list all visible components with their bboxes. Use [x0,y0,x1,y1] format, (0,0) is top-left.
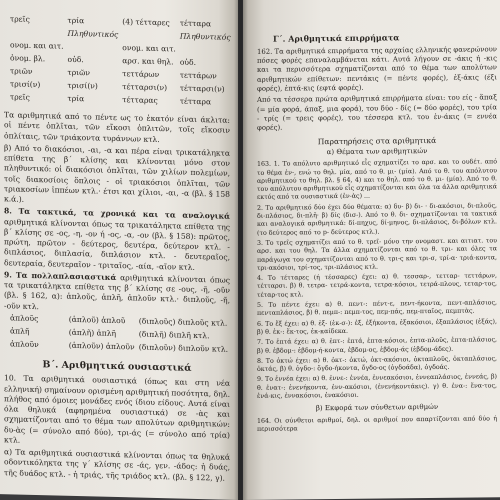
section-heading: Παρατηρήσεις στα αριθμητικά [317,135,437,146]
table-cell: (4) τέτταρες [122,17,170,28]
paragraph: 2. Το αριθμητικό δύο έχει δύο θέματα: α) δυ- β) δι- · δι-ακόσιοι, δι-πλοῦς, δι-πλάσιος, δι-πλῆ· β) δίς (δισ-). Από το θ. δι- σχηματίζονται τα τακτικά και αναλογικά αριθμητικά: δί-πηχυς, δί-μηνος, δι-πλάσιος, δι-βόλων κτλ. (το δεύτερος από το p- δεύτερος κτλ.). [257,202,497,237]
table-cell: ἁπλῆ [10,326,30,336]
table-cell: τέτταρσι(ν) [179,83,225,94]
paragraph: 3. Το τρεῖς σχηματίζει από το θ. τρεῖ- μόνο την ονομαστ. και αιτιατ. του αρσ. και του θηλ. Τα άλλα σχηματίζονται από το θ. τρι- και όλες τα παράγωγα του σχηματίζονται από το θ. τρι-ς και τρι-σ, τρί-α· τριά-κοντα, τρι-ακόσιοι, τρί-τος, τρι-πλάσιος κτλ. [257,237,497,272]
table-cell: (ἁπλῆ) ἁπλῆ [68,327,117,338]
paragraph-heading: 9. Τα πολλαπλασιαστικά [4,270,117,282]
paragraph: β) Από το διακόσιοι, -αι, -α και πέρα είναι τρικατάληκτα επίθετα της β΄ κλίσης και κλίνονται μόνο στον πληθυντικό: οἱ διακόσιοι ὁπλῖται, τῶν χιλίων πολεμίων, τοῖς διακοσίοις ὅπλοις - οἱ τριακόσιοι ὁπλῖται, τῶν τριακοσίων ἱππέων κτλ.· έτσι και χίλιοι, -αι, -α (βλ. § 158 κ.ά.). [4,143,230,204]
table-cell: (διπλοῦς) διπλοῦς κτλ. [138,316,228,328]
table-cell: τέτταρσι(ν) [122,82,168,93]
paragraph: 10. Τα αριθμητικά ουσιαστικά (όπως και στη νέα ελληνική) σημαίνουν ορισμένη αριθμητική ποσότητα, δηλ. πλήθος από όμοιες μονάδες ενός ίδιου είδους. Αυτά είναι όλα θηλυκά (αφηρημένα ουσιαστικά) σε -ὰς και σχηματίζονται από το θέμα των απολύτων αριθμητικών: δυ-ὰς (= σύνολο από δύο), τρι-άς (= σύνολο από τρία) κτλ. [4,373,230,445]
left-page-content [4,14,230,485]
table-cell: τρεῖς [10,92,30,102]
table-cell: τεττάρων [179,70,217,81]
table-cell: οὐδ. [179,57,196,67]
table-cell: ονομ. και αιτ. [10,40,64,51]
table-cell [66,42,121,56]
book-gutter [234,0,248,500]
table-cell: ὀνομ. βλ. [10,53,46,64]
table-cell: ἁπλοῦς [10,313,39,323]
right-page-content [257,31,497,436]
table-cell: (ἁπλοῦν) ἁπλοῦν [68,340,135,352]
section-title: Γ΄. Αριθμητικά επιρρήματα [273,32,400,44]
table-cell: τριῶν [10,66,33,76]
right-page [243,0,500,500]
left-page [0,0,238,500]
paragraph: 9. Το ἐννέα έχει: α) θ. ἐννε-: ἐννέα, ἐννεακόσιοι, ἐννεαπλάσιος, ἐννεάς, β) θ. ἐνατ-: ἐνενήκοντα, ἐνν-ακόσιοι, (ἐνενήκοντάκις). γ) θ. ἐνα-: ἔνα-τος, ἐνά-κις, ἐννακόσιοι, ἐνακόσιοι. [257,373,497,400]
paragraph: 8. Το ὀκτώ έχει: α) θ. ὀκτ-: ὀκτώ, ὀκτ-ακόσιοι, ὀκταπλοῦς, ὀκταπλάσιος, ὀκτάς, β) θ. ὀγδο-: ὄγδο-ήκοντα, ὄγδο-ος (ὀγδοάδα), ὀγδοάς. [257,355,497,373]
paragraph: 5. Το πέντε έχει: α) θ. πεντ-: πέντ-ε, πεντ-ήκοντα, πεντ-απλάσιος, πενταπλάσιος, β) θ. πεμπ-: πεμπ-τος, πεμ-πάς, πεμ-πταῖος, πεμπτὰς. [257,299,497,318]
paragraph: Από τα τέσσερα πρώτα αριθμητικά επιρρήματα είναι: του είς - ἅπαξ (= μία φορά, άπαξ, μια φορά), του δύο - δίς (= δύο φορές), του τρία - τρίς (= τρεις φορές), του τέσσερα κτλ. του ἐν-άκις (= εννέα φορές). [257,93,497,133]
table-cell: τρία [67,93,85,104]
table-cell: (ἁπλοῦ) ἁπλοῦ [68,314,126,325]
table-cell: τρισί(ν) [10,79,41,90]
paragraph: α) Τα αριθμητικά ουσιαστικά κλίνονται όπως τα θηλυκά οδοντικόληκτα της γ΄ κλίσης σε -άς, γεν. -άδος: ἡ δυάς, τῆς δυάδος κτλ. - ἡ τριάς, τῆς τριάδος κτλ. (βλ. § 122, γ). [4,447,230,483]
declension-table-multiplicatives [4,313,230,358]
table-cell: τρεῖς [10,14,30,24]
table-cell: τριῶν [67,67,90,78]
table-cell: Πληθυντικός [67,28,119,40]
table-cell: οὐδ. [67,54,84,65]
paragraph [4,207,230,274]
table-cell: τεττάρων [122,69,160,80]
table-cell: τέτταρα [179,18,212,29]
table-cell: τρία [67,15,85,26]
table-cell: (διπλοῦν) διπλοῦν κτλ. [138,342,228,354]
paragraph: Τα αριθμητικά από το πέντε ως το ἑκατόν είναι άκλιτα: οἱ πέντε ὁπλῖται, τῶν εἴκοσι ὁπλιτῶν, τοῖς εἴκοσιν ὁπλίταις, τῶν τριάκοντα τυράννων κτλ. [4,110,230,144]
table-cell: τέτταρας [122,95,158,106]
table-cell [178,45,233,59]
table-cell: ἁπλοῦν [10,339,39,349]
paragraph-text: αριθμητικά κλίνονται όπως τα τρικατάληκτα επίθετα της β΄ κλίσης σε -ος, -η, -ον ή -ος, -α, -ον (βλ. § 158): πρῶτος, πρώτη, πρῶτον - δεύτερος, δευτέρα, δεύτερον κτλ. - διπλάσιος, διπλασία, διπλάσιον κτλ. - δευτεραῖος, δευτεραία, δευτεραῖον - τριταῖος, -αία, -αῖον κτλ. [4,216,230,272]
paragraph: 164. Οι σύνθετοι αριθμοί, δηλ. οι αριθμοί που απαρτίζονται από δύο ή περισσότερα [257,415,497,433]
table-cell: τρισί(ν) [67,80,98,91]
subsection-heading: α) Θέματα των αριθμητικών [326,146,428,156]
table-cell: ονομ. και αιτ. [122,43,176,54]
table-cell: Πληθυντικός [179,31,231,42]
section-title: Β΄. Αριθμητικά ουσιαστικά [42,358,192,374]
table-cell: τέτταρα [179,96,212,107]
table-cell: (διπλῆ) διπλῆ κτλ. [138,329,210,341]
subsection-heading: β) Εκφορά των σύνθετων αριθμών [315,403,439,413]
paragraph: 7. Το ἑπτά έχει: α) θ. ἑπτ-: ἑπτά, ἑπτα-κόσιοι, ἑπτα-πλοῦς, ἑπτα-πλάσιος, β) θ. ἑβδομ-: ἑβδομ-ή-κοντα, ἑβδομ-ος, ἑβδομ-άς (ἑβδομ-άδες). [257,336,497,355]
table-cell: αρσ. και θηλ. [122,56,174,67]
paragraph [4,270,230,317]
paragraph: 162. Τα αριθμητικά επιρρήματα της αρχαίας ελληνικής φανερώνουν πόσες φορές επαναλαμβάνεται κάτι. Αυτά λήγουν σε -άκις ή -κις και τα περισσότερα σχηματίζονται από το θέμα των απολύτων αριθμητικών επίθετων: πεντάκις (= πέντε φορές), ἑξ-άκις (έξι φορές), ἑπτά-κις (εφτά φορές). [257,45,497,93]
paragraph: 163. 1. Το απόλυτο αριθμητικό εἷς σχηματίζει το αρσ. και το ουδέτ. από το θέμα ἑν-, ενώ το θηλ. μία, από το θ. μι- (μία). Από το θ. του απόλυτου αριθμητικού το θηλ. βλ. § 64, 4) και το θηλ. από το θ. μι- (μία). Από το θ. του απόλυτου αριθμητικού εἷς σχηματίζονται και όλα τα άλλα αριθμητικά εκτός από τα ουσιαστικά (ἑν-ὰς) ... [257,158,497,202]
paragraph-heading: 8. Τα τακτικά, τα χρονικά και τα αναλογικά [4,206,230,222]
paragraph-text: αριθμητικά κλίνονται όπως τα τρικατάληκτα επίθετα της β΄ κλίσης σε -ους, -ῆ, -οῦν (βλ. § 162, α): ἁπλοῦς, ἁπλῆ, ἁπλοῦν κτλ.· διπλοῦς, -ῆ, -οῦν κτλ. [4,272,231,311]
paragraph: 4. Το τέτταρες (ή τέσσαρες) έχει: α) θ. τεσσαρ-, τετταρ- τεττάρων, τέτταρσι. β) θ. τετρα- τετρά-κοντα, τετρα-κόσιοι, τετρά-πλους, τεταρ-τος, τέταρ-τος κτλ. [257,272,497,299]
declension-table-three-four [4,14,233,111]
paragraph: 6. Το ἕξ έχει: α) θ. ἑξ- (ἑκ-σ-): ἑξ, ἑξήκοντα, ἑξακόσιοι, ἑξαπλάσιος (ἑξάς), β) θ. ἑκ-: ἕκ-τος, ἑκ-καίδεκα. [257,317,497,336]
